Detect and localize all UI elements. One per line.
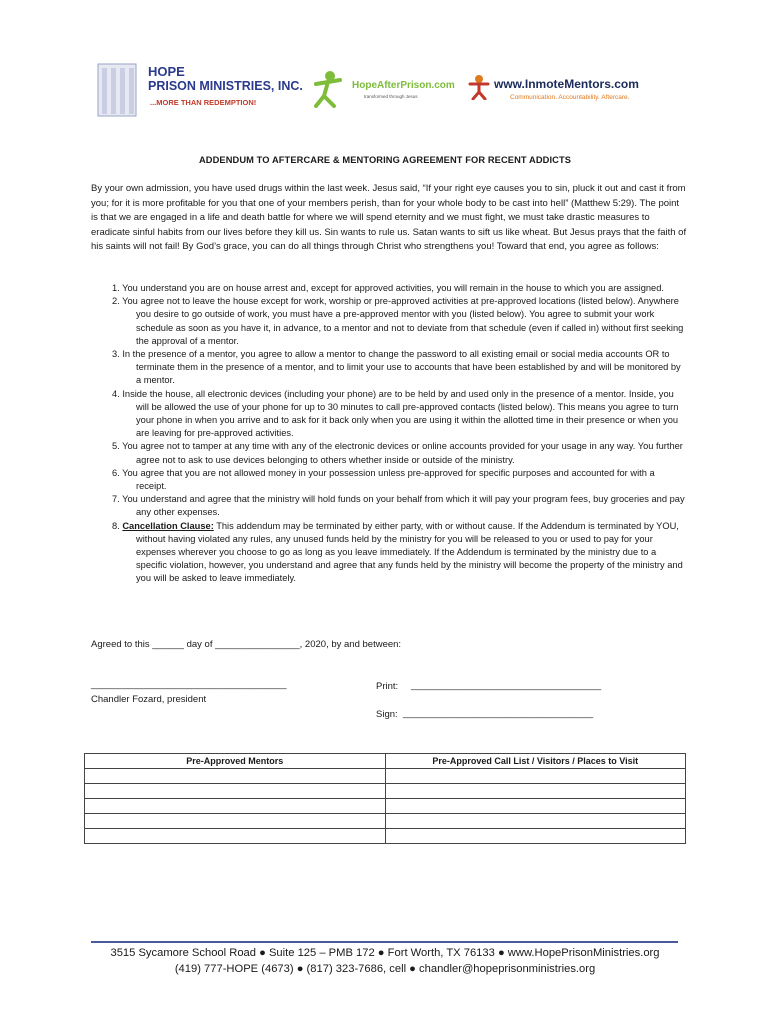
logo-hope-prison-ministries [94, 58, 304, 120]
column-header-call-list: Pre-Approved Call List / Visitors / Places to Visit [385, 754, 686, 769]
sign-field[interactable]: ____________________________________ [403, 708, 594, 719]
approved-lists-table [84, 753, 686, 844]
item8-prefix: 8. [112, 520, 123, 531]
table-cell[interactable] [85, 784, 386, 799]
table-cell[interactable] [385, 784, 686, 799]
president-signature-line[interactable]: _____________________________________ [91, 679, 287, 690]
logo-hope-line2: PRISON MINISTRIES, INC. [148, 79, 303, 93]
table-row [85, 769, 686, 784]
person-icon [468, 74, 490, 100]
sign-label: Sign: [376, 709, 398, 720]
running-figure-icon [310, 70, 346, 108]
table-cell[interactable] [385, 814, 686, 829]
table-cell[interactable] [85, 829, 386, 844]
footer-address: 3515 Sycamore School Road ● Suite 125 – PMB 172 ● Fort Worth, TX 76133 ● www.HopePrisonMinistries.org [110, 947, 660, 959]
list-item: 4. Inside the house, all electronic devices (including your phone) are to be held by and used only in the presence of a mentor. Inside, you will be allowed the use of your phone for up to 30 minutes to call pre-approved contacts (listed below). This means you agree to turn your phone in when you arrive and to ask for it back only when you are using it within the allotted time in their presence or when you are leaving for pre-approved activities. [112, 388, 679, 439]
footer-contact: (419) 777-HOPE (4673) ● (817) 323-7686, cell ● chandler@hopeprisonministries.org [174, 963, 596, 975]
table-cell[interactable] [85, 799, 386, 814]
logo-inmate-mentors [468, 74, 678, 108]
logo-hopeafter-tagline: transformed through Jesus [364, 94, 418, 99]
list-item: 6. You agree that you are not allowed money in your possession unless pre-approved for specific purposes and accounted for with a receipt. [112, 467, 655, 492]
column-header-mentors: Pre-Approved Mentors [85, 754, 386, 769]
table-row [85, 814, 686, 829]
item8-text: This addendum may be terminated by either party, with or without cause. If the Addendum is terminated by YOU, without having violated any rules, any unused funds held by the ministry for you will be released to you or used to pay for your expenses wherever you choose to go as long as you leave immediately. If the Addendum is terminated by the ministry due to a specific violation, however, you understand and agree that any funds held by the ministry will become the property of the ministry and you will be asked to leave immediately. [136, 520, 683, 584]
list-item: 1. You understand you are on house arrest and, except for approved activities, you will remain in the house to which you are assigned. [112, 283, 664, 293]
logo-inmate-tagline: Communication. Accountability. Aftercare. [510, 94, 630, 101]
logo-hope-line1: HOPE [148, 64, 185, 79]
logo-hopeafter-name: HopeAfterPrison.com [352, 80, 455, 91]
table-cell[interactable] [385, 769, 686, 784]
list-item: 2. You agree not to leave the house except for work, worship or pre-approved activities at pre-approved locations (listed below). Anywhere you desire to go outside of work, you must have a pre-approved mentor with you (listed below). You agree to submit your work schedule as soon as you have it, in advance, to a mentor and not to deviate from that schedule (even if called in) without first seeking the approval of a mentor. [112, 296, 684, 346]
table-row [85, 799, 686, 814]
logo-inmate-name: www.InmoteMentors.com [494, 77, 639, 91]
agreement-items [91, 282, 687, 586]
table-cell[interactable] [85, 814, 386, 829]
president-name: Chandler Fozard, president [91, 694, 207, 705]
table-cell[interactable] [85, 769, 386, 784]
footer-rule [91, 941, 678, 943]
cancellation-clause-label: Cancellation Clause: [122, 520, 214, 531]
list-item-cancellation [91, 520, 687, 586]
intro-paragraph: By your own admission, you have used drugs within the last week. Jesus said, “If your right eye causes you to sin, pluck it out and cast it from you; for it is more profitable for you that one of your members perish, than for your whole body to be cast into hell” (Matthew 5:29). The point is that we are engaged in a life and death battle for where we will spend eternity and we must fight, we must take drastic measures to eradicate sinful habits from our lives before they kill us. Sin wants to rule us. Satan wants to sift us like wheat. But Jesus prays that the faith of his saints will not fail! By God’s grace, you can do all things through Christ who strengthens you! Toward that end, you agree as follows: [91, 183, 687, 253]
logo-hope-line3: ...MORE THAN REDEMPTION! [150, 98, 257, 107]
table-cell[interactable] [385, 829, 686, 844]
logo-hope-after-prison [310, 70, 460, 110]
list-item: 3. In the presence of a mentor, you agree to allow a mentor to change the password to all existing email or social media accounts OR to terminate them in the presence of a mentor, and to limit your use to accounts that have been established by and will be monitored by a mentor. [112, 349, 681, 386]
list-item: 5. You agree not to tamper at any time with any of the electronic devices or online accounts provided for your usage in any way. You further agree not to ask to use devices belonging to others whether inside or outside of the ministry. [112, 441, 683, 465]
building-columns-icon [94, 58, 146, 120]
print-field[interactable]: ____________________________________ [411, 680, 602, 691]
document-title: ADDENDUM TO AFTERCARE & MENTORING AGREEMENT FOR RECENT ADDICTS [198, 155, 572, 165]
table-row [85, 784, 686, 799]
agreed-line: Agreed to this ______ day of ________________, 2020, by and between: [91, 639, 402, 650]
table-row [85, 829, 686, 844]
table-cell[interactable] [385, 799, 686, 814]
print-label: Print: [376, 681, 399, 692]
list-item: 7. You understand and agree that the ministry will hold funds on your behalf from which it will pay your program fees, buy groceries and pay any other expenses. [112, 494, 685, 518]
